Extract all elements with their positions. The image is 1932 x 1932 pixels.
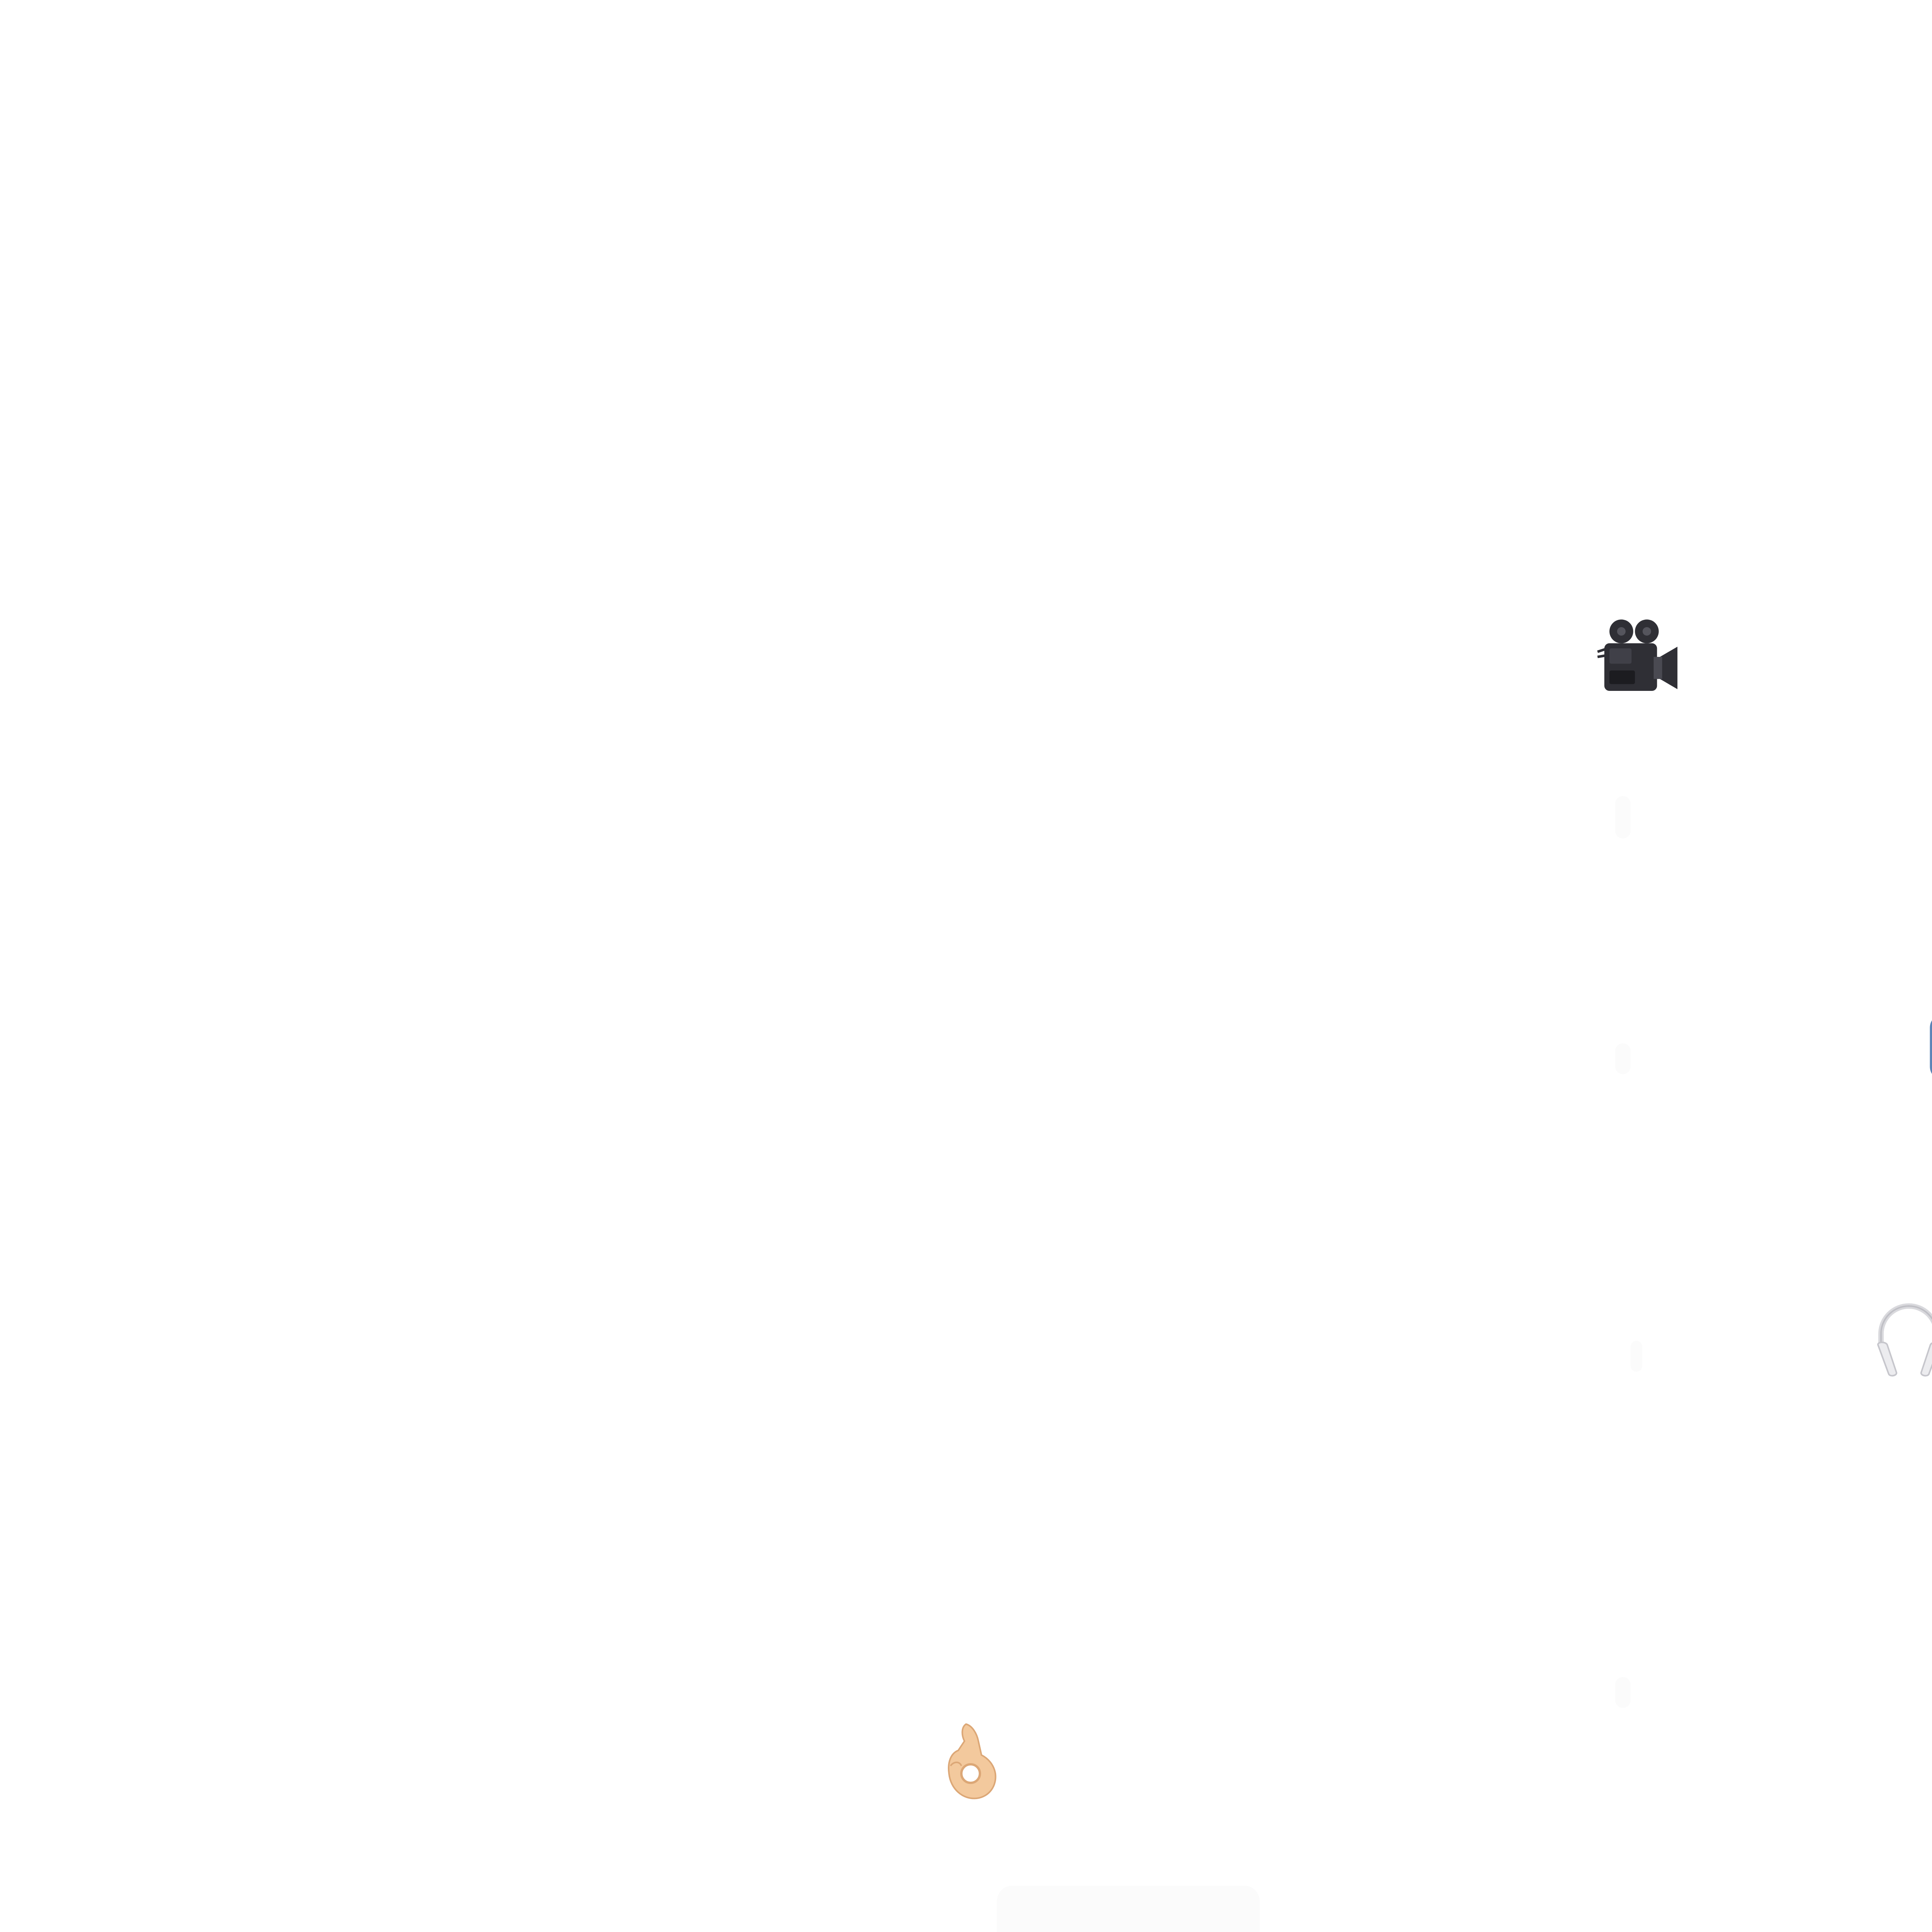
faint-shape-3 [1631,1341,1642,1372]
repeat-button-icon [1928,1012,1932,1082]
movie-camera-icon [1596,614,1681,699]
headphones-icon [1870,1298,1932,1379]
faint-shape-2 [1615,1043,1631,1074]
ok-hand-icon [927,1719,1005,1804]
faint-text-block-1 [997,1886,1260,1932]
faint-shape-4 [1615,1677,1631,1708]
faint-shape-1 [1615,796,1631,838]
